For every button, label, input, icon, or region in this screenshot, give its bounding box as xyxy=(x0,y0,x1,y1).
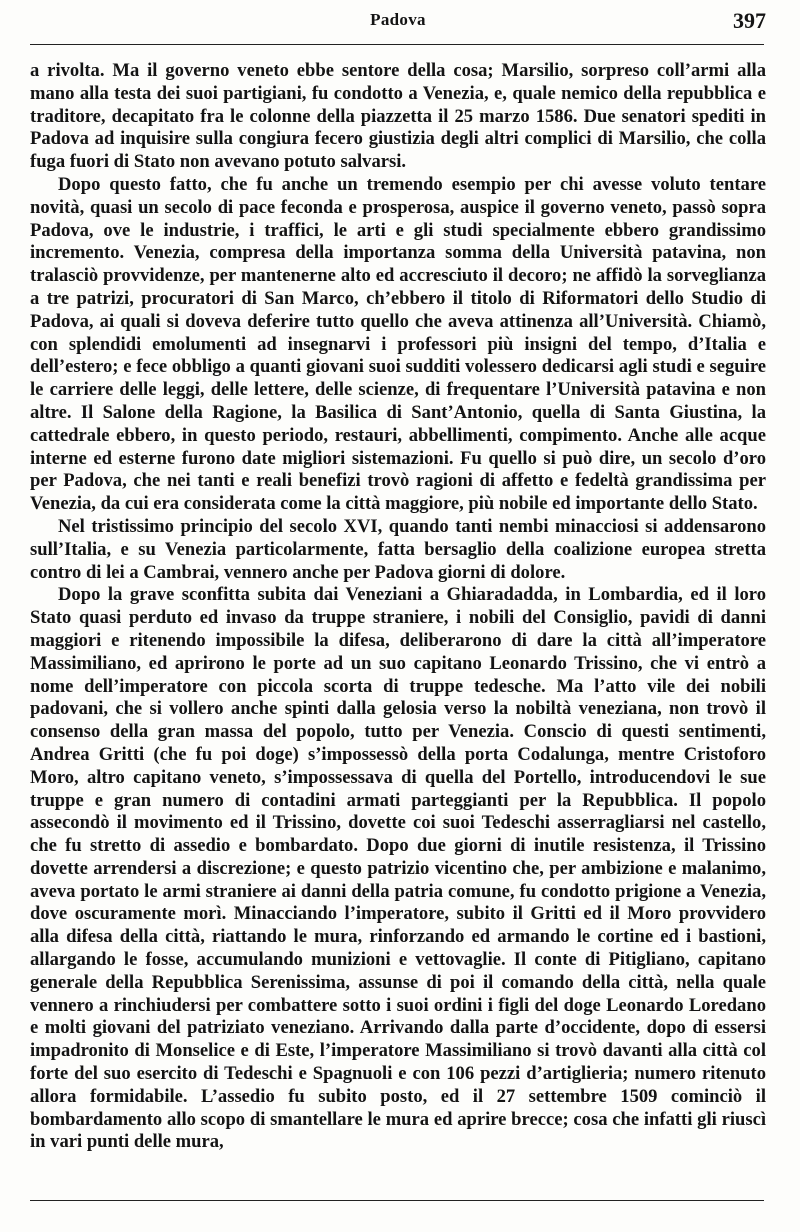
running-head xyxy=(30,8,766,36)
running-title: Padova xyxy=(370,10,426,29)
paragraph-3: Nel tristissimo principio del secolo XVI, quando tanti nembi minacciosi si addensarono sull’Italia, e su Venezia particolarmente, fatta bersaglio della coalizione europea stretta contro di lei a Cambrai, vennero anche per Padova giorni di dolore. xyxy=(30,515,766,583)
paragraph-1: a rivolta. Ma il governo veneto ebbe sentore della cosa; Marsilio, sorpreso coll’armi alla mano alla testa dei suoi partigiani, fu condotto a Venezia, e, quale nemico della repubblica e traditore, decapitato fra le colonne della piazzetta il 25 marzo 1586. Due senatori spediti in Padova ad inquisire sulla congiura fecero giustizia degli altri complici di Marsilio, che colla fuga fuori di Stato non avevano potuto salvarsi. xyxy=(30,60,766,173)
footer-rule xyxy=(30,1200,764,1201)
page-number: 397 xyxy=(733,8,766,33)
paragraph-2: Dopo questo fatto, che fu anche un tremendo esempio per chi avesse voluto tentare novità, quasi un secolo di pace feconda e prosperosa, auspice il governo veneto, passò sopra Padova, ove le industrie, i traffici, le arti e gli studi specialmente ebbero grandissimo incremento. Venezia, compresa della importanza somma della Università patavina, non tralasciò provvidenze, per mantenerne alto ed accresciuto il decoro; ne affidò la sorveglianza a tre patrizi, procuratori di San Marco, ch’ebbero il titolo di Riformatori dello Studio di Padova, ai quali si doveva deferire tutto quello che aveva attinenza all’Università. Chiamò, con splendidi emolumenti ad insegnarvi i professori più insigni del tempo, d’Italia e dell’estero; e fece obbligo a quanti giovani suoi sudditi volessero dedicarsi agli studi e seguire le carriere delle leggi, delle lettere, delle scienze, di frequentare l’Università patavina e non altre. Il Salone della Ragione, la Basilica di Sant’Antonio, quella di Santa Giustina, la cattedrale ebbero, in questo periodo, restauri, abbellimenti, compimento. Anche alle acque interne ed esterne furono date migliori sistemazioni. Fu quello si può dire, un secolo d’oro per Padova, che nei tanti e reali benefizi trovò ragioni di affetto e fedeltà grandissima per Venezia, da cui era considerata come la città maggiore, più nobile ed importante dello Stato. xyxy=(30,173,766,515)
header-rule xyxy=(30,44,764,45)
paragraph-4: Dopo la grave sconfitta subita dai Veneziani a Ghiaradadda, in Lombardia, ed il loro Stato quasi perduto ed invaso da truppe straniere, i nobili del Consiglio, pavidi di danni maggiori e ritenendo impossibile la difesa, deliberarono di dare la città all’imperatore Massimiliano, ed aprirono le porte ad un suo capitano Leonardo Trissino, che vi entrò a nome dell’imperatore con piccola scorta di truppe tedesche. Ma l’atto vile dei nobili padovani, che si vollero anche spinti dalla gelosia verso la nobiltà veneziana, non trovò il consenso della gran massa del popolo, tutto per Venezia. Conscio di questi sentimenti, Andrea Gritti (che fu poi doge) s’impossessò della porta Codalunga, mentre Cristoforo Moro, altro capitano veneto, s’impossessava di quella del Portello, introducendovi le sue truppe e gran numero di contadini armati parteggianti per la Repubblica. Il popolo assecondò il movimento ed il Trissino, dovette coi suoi Tedeschi asserragliarsi nel castello, che fu stretto di assedio e bombardato. Dopo due giorni di inutile resistenza, il Trissino dovette arrendersi a discrezione; e questo patrizio vicentino che, per ambizione e malanimo, aveva portato le armi straniere ai danni della patria comune, fu condotto prigione a Venezia, dove oscuramente morì. Minacciando l’imperatore, subito il Gritti ed il Moro provvidero alla difesa della città, riattando le mura, rinforzando ed armando le cortine ed i bastioni, allargando le fosse, accumulando munizioni e vettovaglie. Il conte di Pitigliano, capitano generale della Repubblica Serenissima, assunse di poi il comando della città, nella quale vennero a rinchiudersi per combattere sotto i suoi ordini i figli del doge Leonardo Loredano e molti giovani del patriziato veneziano. Arrivando dalla parte d’occidente, dopo di essersi impadronito di Monselice e di Este, l’imperatore Massimiliano si trovò davanti alla città col forte del suo esercito di Tedeschi e Spagnuoli e con 106 pezzi d’artiglieria; numero ritenuto allora formidabile. L’assedio fu subito posto, ed il 27 settembre 1509 cominciò il bombardamento allo scopo di smantellare le mura ed aprire brecce; cosa che infatti gli riuscì in vari punti delle mura, xyxy=(30,584,766,1153)
body-text xyxy=(30,60,766,1154)
